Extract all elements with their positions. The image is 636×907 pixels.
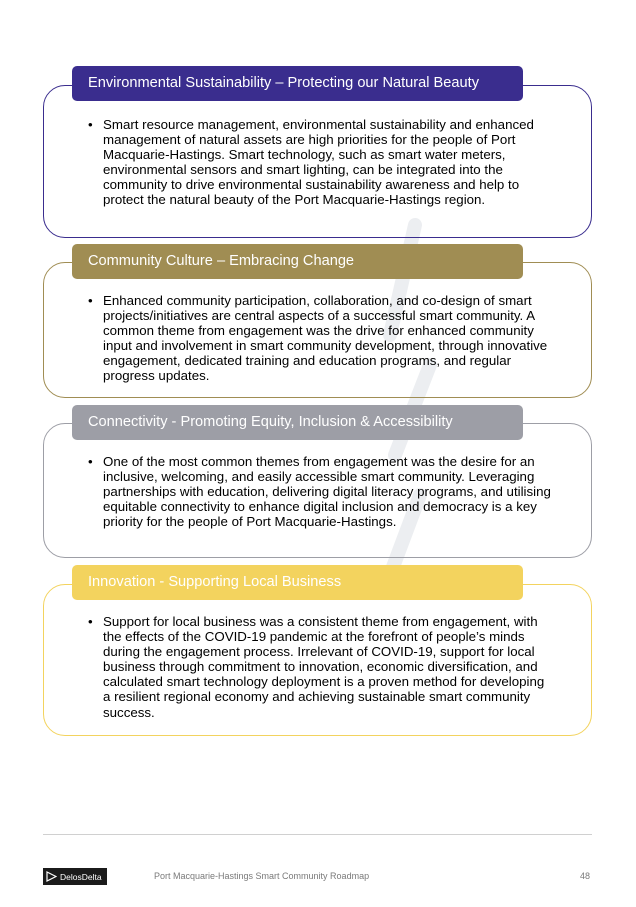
community-body (88, 293, 553, 384)
bullet-icon: • (88, 117, 93, 132)
document-title: Port Macquarie-Hastings Smart Community Roadmap (154, 871, 370, 881)
connectivity-body (88, 454, 553, 529)
bullet-icon: • (88, 614, 93, 629)
community-heading: Community Culture – Embracing Change (72, 244, 523, 279)
list-item (88, 454, 553, 529)
logo-mark-icon (46, 871, 57, 882)
list-item (88, 117, 553, 208)
footer-divider (43, 834, 592, 835)
innovation-heading: Innovation - Supporting Local Business (72, 565, 523, 600)
environmental-heading: Environmental Sustainability – Protecting our Natural Beauty (72, 66, 523, 101)
community-text: Enhanced community participation, collaboration, and co-design of smart projects/initiatives are central aspects of a successful smart community. A common theme from engagement was the drive for enhanced community input and involvement in smart community development, through innovative engagement, dedicated training and education programs, and regular progress updates. (103, 293, 548, 384)
list-item (88, 614, 553, 720)
bullet-icon: • (88, 293, 93, 308)
list-item (88, 293, 553, 384)
delos-delta-logo (43, 868, 107, 885)
connectivity-heading: Connectivity - Promoting Equity, Inclusion & Accessibility (72, 405, 523, 440)
logo-text: DelosDelta (60, 871, 102, 882)
connectivity-text: One of the most common themes from engagement was the desire for an inclusive, welcoming, and easily accessible smart community. Leveraging partnerships with education, delivering digital literacy programs, and utilising equitable connectivity to enhance digital inclusion and democracy is a key priority for the people of Port Macquarie-Hastings. (103, 454, 551, 530)
innovation-body (88, 614, 553, 720)
environmental-text: Smart resource management, environmental sustainability and enhanced management of natural assets are high priorities for the people of Port Macquarie-Hastings. Smart technology, such as smart water meters, environmental sensors and smart lighting, can be integrated into the community to drive environmental sustainability awareness and help to protect the natural beauty of the Port Macquarie-Hastings region. (103, 117, 534, 208)
page-number: 48 (580, 871, 591, 881)
environmental-body (88, 117, 553, 208)
innovation-text: Support for local business was a consistent theme from engagement, with the effects of the COVID-19 pandemic at the forefront of people’s minds during the engagement process. Irrelevant of COVID-19, support for local business through commitment to innovation, economic diversification, and calculated smart technology deployment is a proven method for developing a resilient regional economy and achieving sustainable smart community success. (103, 614, 545, 720)
bullet-icon: • (88, 454, 93, 469)
